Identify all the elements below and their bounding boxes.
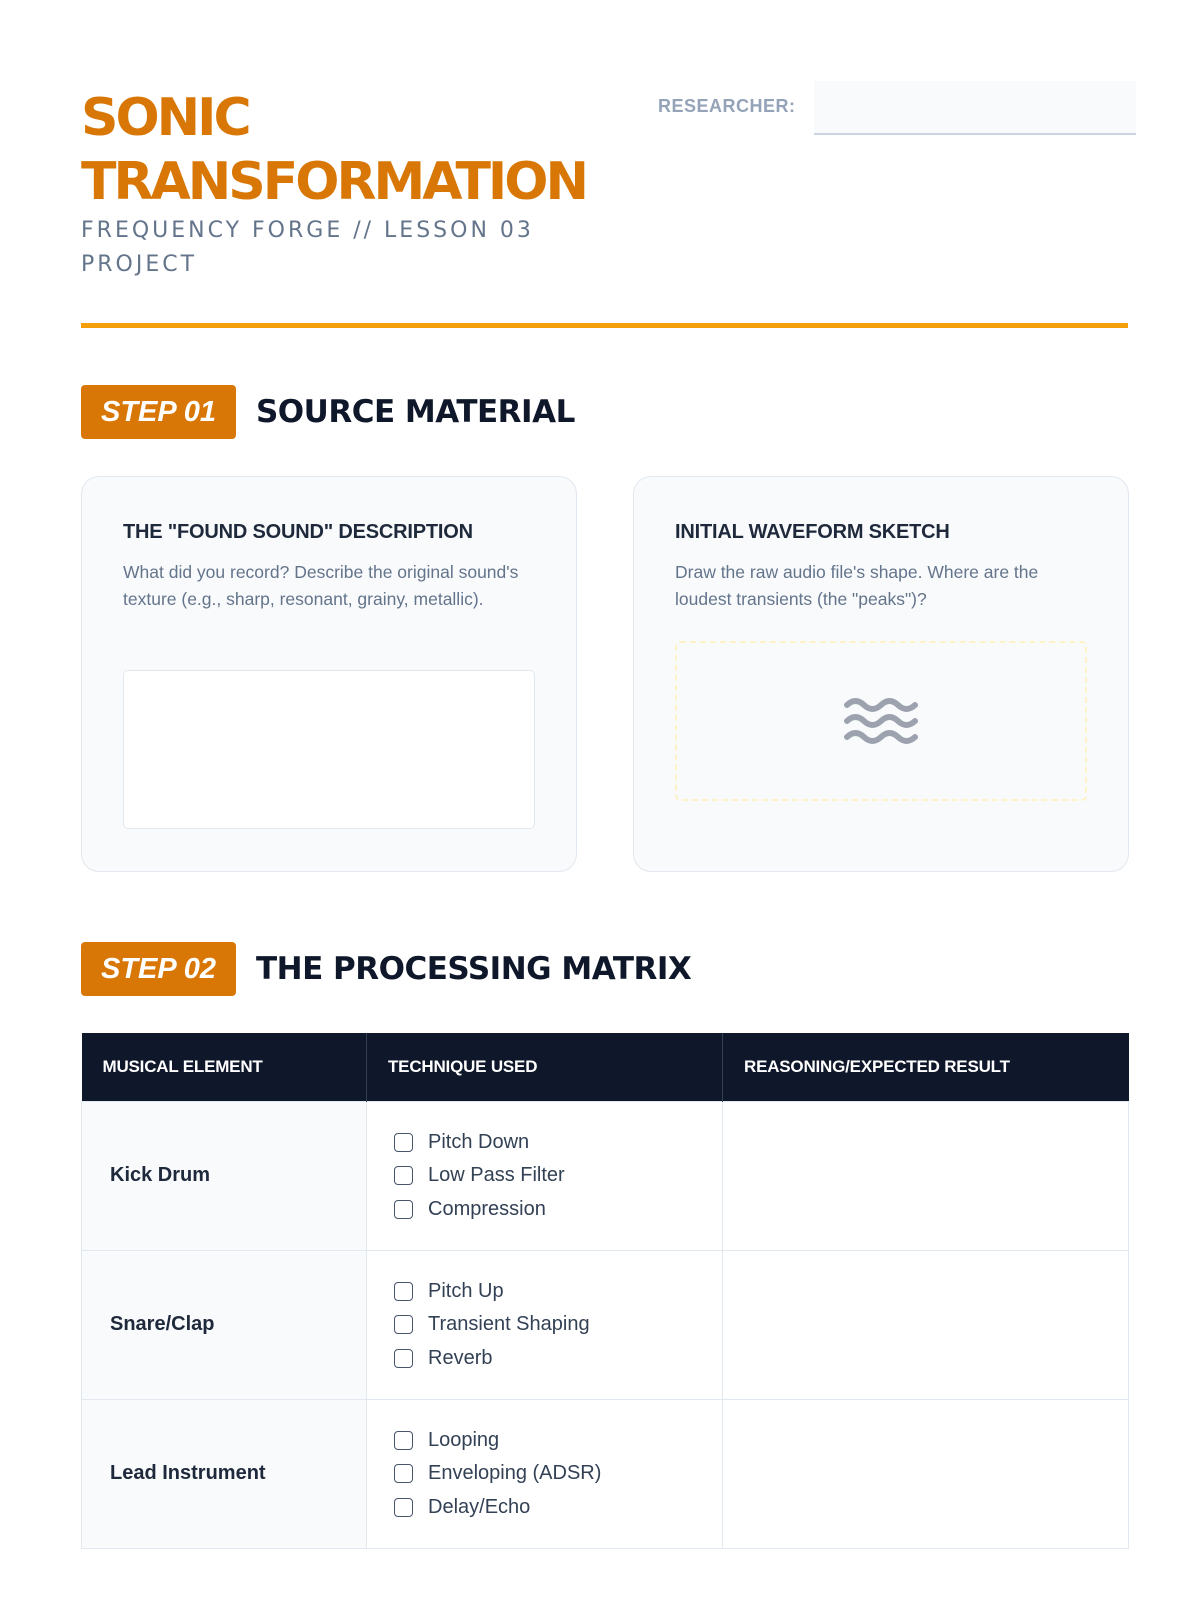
- column-header: TECHNIQUE USED: [367, 1033, 723, 1101]
- checkbox[interactable]: [394, 1315, 413, 1334]
- step-01-badge: STEP 01: [81, 385, 236, 439]
- processing-matrix-table: [81, 1033, 1129, 1549]
- technique-option[interactable]: [394, 1341, 722, 1375]
- technique-label: Low Pass Filter: [428, 1164, 565, 1186]
- technique-label: Enveloping (ADSR): [428, 1462, 602, 1484]
- technique-option[interactable]: [394, 1159, 722, 1193]
- reasoning-cell[interactable]: [723, 1250, 1129, 1399]
- worksheet-page: [81, 0, 1128, 1518]
- checkbox[interactable]: [394, 1464, 413, 1483]
- step-02-heading: [81, 942, 691, 996]
- researcher-label: RESEARCHER:: [658, 96, 796, 116]
- waveform-sketch-area[interactable]: [675, 641, 1087, 801]
- waveform-sketch-card: [633, 476, 1129, 872]
- worksheet-header: [81, 0, 1128, 330]
- step-01-heading: [81, 385, 575, 439]
- technique-cell: [367, 1101, 723, 1250]
- column-header: MUSICAL ELEMENT: [82, 1033, 367, 1101]
- found-sound-description: What did you record? Describe the original sound's texture (e.g., sharp, resonant, grainy, metallic).: [123, 562, 519, 609]
- technique-option[interactable]: [394, 1308, 722, 1342]
- technique-cell: [367, 1399, 723, 1548]
- step-02-badge: STEP 02: [81, 942, 236, 996]
- technique-cell: [367, 1250, 723, 1399]
- waveform-sketch-description: Draw the raw audio file's shape. Where are the loudest transients (the "peaks")?: [675, 562, 1039, 609]
- technique-option[interactable]: [394, 1125, 722, 1159]
- table-row: [82, 1399, 1129, 1548]
- title-line-2: TRANSFORMATION: [81, 152, 586, 212]
- technique-option[interactable]: [394, 1274, 722, 1308]
- technique-label: Pitch Up: [428, 1279, 504, 1302]
- table-row: [82, 1101, 1129, 1250]
- found-sound-answer-box[interactable]: [123, 670, 535, 829]
- column-header: REASONING/EXPECTED RESULT: [723, 1033, 1129, 1101]
- checkbox[interactable]: [394, 1349, 413, 1368]
- found-sound-card: [81, 476, 577, 872]
- checkbox[interactable]: [394, 1498, 413, 1517]
- technique-option[interactable]: [394, 1423, 722, 1457]
- technique-label: Transient Shaping: [428, 1313, 590, 1335]
- step-01-title: SOURCE MATERIAL: [255, 394, 575, 430]
- musical-element-cell: Lead Instrument: [82, 1399, 367, 1548]
- checkbox[interactable]: [394, 1200, 413, 1219]
- technique-option[interactable]: [394, 1457, 722, 1491]
- researcher-field[interactable]: [814, 81, 1136, 135]
- table-row: [82, 1250, 1129, 1399]
- checkbox[interactable]: [394, 1166, 413, 1185]
- table-header-row: [82, 1033, 1129, 1101]
- technique-label: Looping: [428, 1428, 500, 1451]
- technique-option[interactable]: [394, 1490, 722, 1524]
- checkbox[interactable]: [394, 1431, 413, 1450]
- checkbox[interactable]: [394, 1282, 413, 1301]
- technique-label: Compression: [428, 1197, 546, 1220]
- technique-label: Delay/Echo: [428, 1495, 531, 1518]
- checkbox[interactable]: [394, 1133, 413, 1152]
- page-title: [81, 86, 681, 214]
- musical-element-cell: Snare/Clap: [82, 1250, 367, 1399]
- found-sound-title: THE "FOUND SOUND" DESCRIPTION: [123, 521, 473, 543]
- waveform-sketch-title: INITIAL WAVEFORM SKETCH: [675, 521, 950, 543]
- page-subtitle: FREQUENCY FORGE // LESSON 03 PROJECT: [81, 218, 534, 277]
- step-02-title: THE PROCESSING MATRIX: [255, 951, 692, 987]
- technique-label: Pitch Down: [428, 1130, 530, 1153]
- reasoning-cell[interactable]: [723, 1101, 1129, 1250]
- musical-element-cell: Kick Drum: [82, 1101, 367, 1250]
- header-divider: [81, 323, 1128, 328]
- title-line-1: SONIC: [81, 88, 249, 148]
- reasoning-cell[interactable]: [723, 1399, 1129, 1548]
- waves-icon: [841, 691, 921, 751]
- technique-option[interactable]: [394, 1192, 722, 1226]
- technique-label: Reverb: [428, 1346, 493, 1369]
